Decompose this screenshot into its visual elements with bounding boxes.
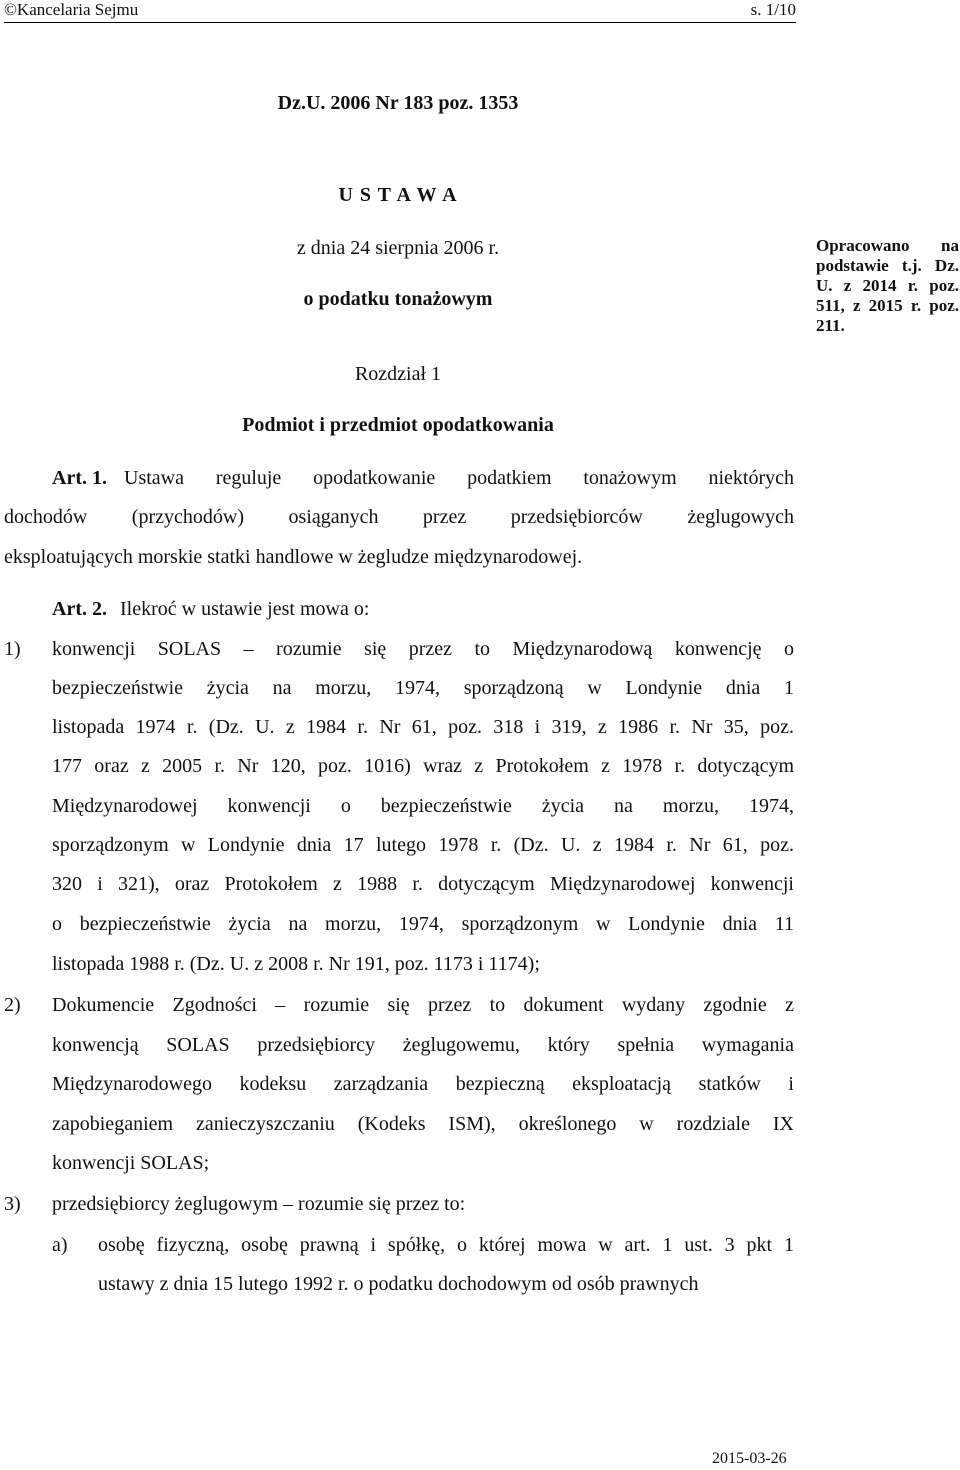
- article-2-label: Art. 2.: [52, 598, 107, 620]
- list-item-line: Międzynarodowego kodeksu zarządzania bezpieczną eksploatacją statków i: [52, 1073, 794, 1095]
- sub-item-letter: a): [52, 1234, 68, 1256]
- document-date: z dnia 24 sierpnia 2006 r.: [296, 237, 500, 259]
- list-item-line: sporządzonym w Londynie dnia 17 lutego 1978 r. (Dz. U. z 1984 r. Nr 61, poz.: [52, 834, 794, 856]
- list-item-line: bezpieczeństwie życia na morzu, 1974, sporządzoną w Londynie dnia 1: [52, 677, 794, 699]
- list-item-number: 3): [4, 1193, 21, 1215]
- chapter-number: Rozdział 1: [354, 363, 442, 385]
- list-item-number: 2): [4, 994, 21, 1016]
- chapter-title: Podmiot i przedmiot opodatkowania: [242, 414, 554, 436]
- list-item-line: konwencji SOLAS;: [52, 1152, 210, 1174]
- list-item-line: przedsiębiorcy żeglugowym – rozumie się przez to:: [52, 1193, 466, 1215]
- list-item-line: o bezpieczeństwie życia na morzu, 1974, sporządzonym w Londynie dnia 11: [52, 913, 794, 935]
- page-number: s. 1/10: [750, 0, 796, 19]
- article-1-line: dochodów (przychodów) osiąganych przez przedsiębiorców żeglugowych: [4, 506, 794, 528]
- page-header: [4, 0, 796, 23]
- sub-item-line: ustawy z dnia 15 lutego 1992 r. o podatku dochodowym od osób prawnych: [98, 1273, 699, 1295]
- document-subject: o podatku tonażowym: [303, 288, 493, 310]
- article-1-line: Ustawa reguluje opodatkowanie podatkiem tonażowym niektórych: [124, 467, 794, 489]
- article-1-line: eksploatujących morskie statki handlowe w żegludze międzynarodowej.: [4, 546, 583, 568]
- list-item-line: 177 oraz z 2005 r. Nr 120, poz. 1016) wraz z Protokołem z 1978 r. dotyczącym: [52, 755, 794, 777]
- list-item-line: Międzynarodowej konwencji o bezpieczeństwie życia na morzu, 1974,: [52, 795, 794, 817]
- sub-item-line: osobę fizyczną, osobę prawną i spółkę, o której mowa w art. 1 ust. 3 pkt 1: [98, 1234, 794, 1256]
- consolidation-note: Opracowano na podstawie t.j. Dz. U. z 2014 r. poz. 511, z 2015 r. poz. 211.: [816, 236, 959, 335]
- article-1-label: Art. 1.: [52, 467, 107, 489]
- footer-date: 2015-03-26: [712, 1450, 787, 1467]
- publisher-label: ©Kancelaria Sejmu: [4, 0, 139, 19]
- list-item-line: 320 i 321), oraz Protokołem z 1988 r. dotyczącym Międzynarodowej konwencji: [52, 873, 794, 895]
- list-item-line: Dokumencie Zgodności – rozumie się przez to dokument wydany zgodnie z: [52, 994, 794, 1016]
- list-item-number: 1): [4, 638, 21, 660]
- list-item-line: listopada 1974 r. (Dz. U. z 1984 r. Nr 61, poz. 318 i 319, z 1986 r. Nr 35, poz.: [52, 716, 794, 738]
- document-reference: Dz.U. 2006 Nr 183 poz. 1353: [277, 92, 519, 114]
- document-type: U S T A W A: [338, 184, 458, 206]
- list-item-line: zapobieganiem zanieczyszczaniu (Kodeks ISM), określonego w rozdziale IX: [52, 1113, 794, 1135]
- list-item-line: konwencji SOLAS – rozumie się przez to Międzynarodową konwencję o: [52, 638, 794, 660]
- list-item-line: konwencją SOLAS przedsiębiorcy żeglugowemu, który spełnia wymagania: [52, 1034, 794, 1056]
- article-2-intro: Ilekroć w ustawie jest mowa o:: [120, 598, 370, 620]
- list-item-line: listopada 1988 r. (Dz. U. z 2008 r. Nr 191, poz. 1173 i 1174);: [52, 953, 540, 975]
